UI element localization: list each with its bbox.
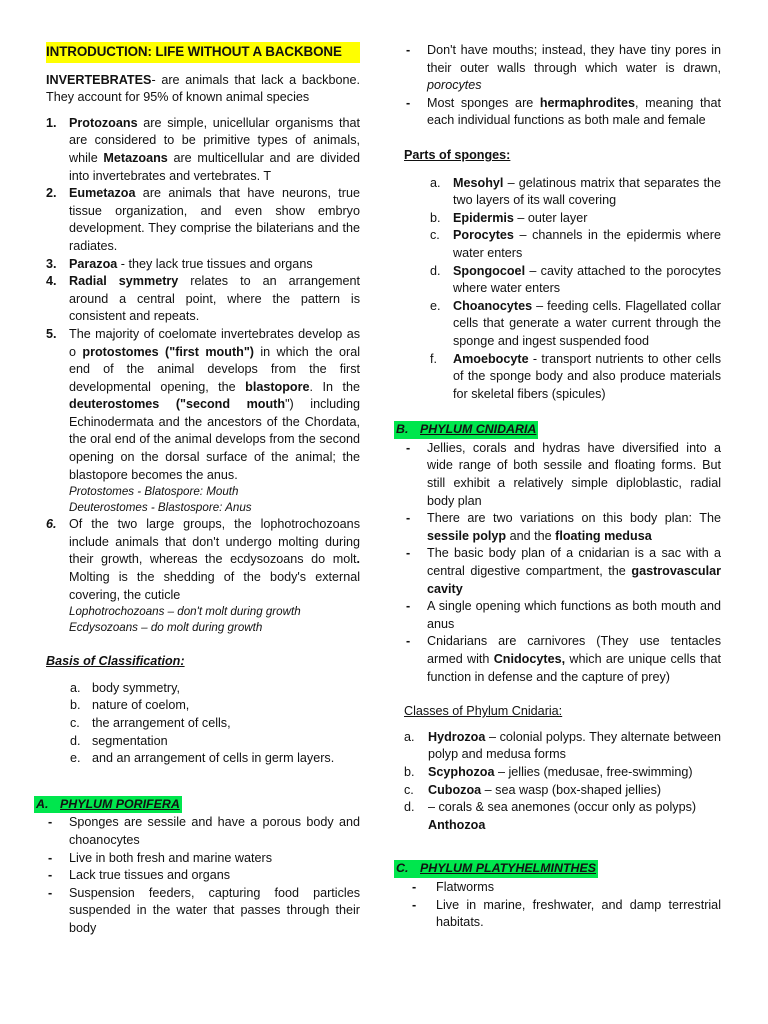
list-item	[404, 729, 721, 764]
bullet-dash: -	[406, 546, 411, 561]
classes-list	[404, 729, 721, 835]
list-item	[404, 510, 721, 545]
bullet-dash: -	[406, 599, 411, 614]
item-letter: c.	[430, 228, 440, 243]
item-text: The basic body plan of a cnidarian is a sac with a central digestive compartment, the	[427, 546, 721, 579]
porifera-list	[46, 814, 360, 937]
item-number: 3.	[46, 256, 57, 271]
item-text: - they lack true tissues and organs	[117, 256, 313, 271]
item-text: relates to an arrangement around a central point, where the pattern is consistent and repeats.	[69, 274, 360, 324]
term: blastopore	[245, 379, 310, 394]
bullet-dash: -	[48, 815, 53, 830]
term: Parazoa	[69, 256, 118, 271]
list-item	[404, 598, 721, 633]
intro-term: INVERTEBRATES	[46, 72, 152, 87]
list-item	[46, 185, 360, 255]
item-text: – channels in the epidermis where water enters	[453, 228, 721, 260]
list-item	[404, 227, 721, 262]
item-text: . In the	[309, 379, 360, 394]
list-item	[46, 750, 360, 768]
list-item	[46, 850, 360, 868]
note: Deuterostomes - Blastospore: Anus	[69, 501, 252, 515]
section-heading-platyhelminthes	[394, 860, 721, 878]
list-item	[404, 633, 721, 686]
intro-paragraph	[46, 72, 360, 107]
term: Metazoans	[103, 150, 168, 165]
parts-list	[404, 175, 721, 404]
list-item	[404, 42, 721, 95]
term: deuterostomes ("second mouth	[69, 397, 286, 412]
item-text: Don't have mouths; instead, they have tiny pores in their outer walls through which water is drawn,	[427, 43, 721, 75]
term: Mesohyl	[453, 175, 504, 190]
item-text: which are unique cells that function in defense and the capture of prey)	[427, 652, 722, 684]
item-text: are simple, unicellular organisms that are considered to be primitive types of animals, while	[69, 115, 360, 165]
item-text: the arrangement of cells,	[92, 716, 231, 730]
item-number: 4.	[46, 274, 57, 289]
item-text: and the	[506, 528, 556, 543]
bullet-dash: -	[406, 43, 411, 57]
section-letter: C.	[396, 861, 409, 876]
term: Hydrozoa	[428, 729, 486, 744]
list-item	[404, 799, 721, 834]
list-item	[46, 680, 360, 698]
note: Protostomes - Blatospore: Mouth	[69, 485, 239, 499]
numbered-list	[46, 115, 360, 636]
left-column	[36, 42, 360, 938]
item-letter: e.	[430, 298, 441, 313]
list-item	[46, 326, 360, 516]
item-letter: c.	[404, 782, 414, 797]
item-text: Live in both fresh and marine waters	[69, 850, 273, 865]
item-number: 5.	[46, 326, 57, 341]
right-column	[396, 42, 722, 932]
list-item	[46, 814, 360, 849]
bullet-dash: -	[48, 850, 53, 865]
item-text: – outer layer	[513, 210, 588, 225]
list-item	[46, 885, 360, 938]
intro-text: - are animals that lack a backbone. They account for 95% of known animal species	[46, 72, 360, 105]
basis-heading: Basis of Classification:	[46, 654, 185, 669]
term: hermaphrodites	[539, 95, 636, 110]
term: Spongocoel	[453, 263, 526, 278]
term: Eumetazoa	[69, 186, 136, 201]
term: protostomes ("first mouth")	[82, 344, 254, 359]
term: Anthozoa	[428, 817, 486, 832]
list-item	[404, 210, 721, 228]
list-item	[404, 764, 721, 782]
list-item	[404, 175, 721, 210]
item-letter: b.	[430, 210, 441, 225]
cnidaria-list	[404, 440, 721, 686]
item-text: , meaning that each individual functions as both male and female	[427, 95, 721, 128]
item-text: – colonial polyps. They alternate between polyp and medusa forms	[428, 729, 721, 762]
list-item	[404, 298, 721, 351]
list-item	[404, 351, 721, 404]
term: gastrovascular cavity	[427, 564, 721, 596]
term: Radial symmetry	[69, 274, 179, 289]
item-letter: a.	[430, 175, 441, 190]
term: Epidermis	[453, 210, 514, 225]
item-text: Cnidarians are carnivores (They use tentacles armed with	[427, 634, 721, 666]
item-number: 6.	[46, 517, 57, 532]
item-text: in which the oral end of the animal develops from the first developmental opening, the	[69, 344, 360, 394]
term: Cnidocytes,	[493, 652, 566, 666]
item-text: – corals & sea anemones (occur only as polyps)	[428, 800, 697, 815]
item-letter: b.	[404, 764, 415, 779]
list-item	[46, 867, 360, 885]
bullet-dash: -	[48, 885, 53, 900]
list-item	[46, 256, 360, 274]
item-text: Suspension feeders, capturing food particles suspended in the water that passes through their body	[69, 885, 360, 935]
item-text: – feeding cells. Flagellated collar cells that generate a water current through the sponge and ingest suspended food	[453, 298, 721, 348]
item-text: nature of coelom,	[92, 698, 190, 713]
item-letter: a.	[404, 729, 415, 744]
section-heading-cnidaria	[394, 421, 721, 439]
term-italic: porocytes	[427, 78, 482, 93]
list-item	[404, 879, 721, 897]
list-item	[46, 115, 360, 185]
list-item	[46, 697, 360, 715]
item-text: Lack true tissues and organs	[69, 868, 231, 883]
term: .	[356, 552, 360, 567]
term: Amoebocyte	[453, 351, 529, 366]
bullet-dash: -	[406, 634, 411, 649]
list-item	[404, 545, 721, 598]
item-text: A single opening which functions as both mouth and anus	[427, 599, 721, 631]
item-text: Most sponges are	[427, 95, 540, 110]
item-text: Sponges are sessile and have a porous body and choanocytes	[69, 815, 360, 847]
item-text: are animals that have neurons, true tissue organization, and even show embryo development. They comprise the bilaterians and the radiates.	[69, 186, 360, 253]
list-item	[46, 715, 360, 733]
item-text: – jellies (medusae, free-swimming)	[494, 764, 693, 779]
item-text: ") including Echinodermata and the ancestors of the Chordata, the oral end of the animal develops from the second opening on the dorsal surface of the animal; the blastopore becomes the anus.	[69, 397, 360, 482]
section-letter: B.	[396, 422, 409, 437]
item-text: segmentation	[92, 733, 168, 748]
section-title: PHYLUM CNIDARIA	[420, 422, 537, 437]
list-item	[404, 440, 721, 510]
item-text: There are two variations on this body plan: The	[427, 511, 721, 526]
list-item	[46, 733, 360, 751]
bullet-dash: -	[412, 879, 417, 894]
item-letter: f.	[430, 351, 437, 366]
item-text: are multicellular and are divided into invertebrates and vertebrates. T	[69, 150, 360, 183]
item-letter: b.	[70, 698, 81, 713]
item-text: – cavity attached to the porocytes where water enters	[453, 263, 721, 296]
list-item	[404, 897, 721, 932]
term: Protozoans	[69, 115, 138, 130]
item-number: 1.	[46, 115, 57, 130]
item-text: - transport nutrients to other cells of the sponge body and also produce materials for skeletal fibers (spicules)	[453, 351, 721, 401]
classes-heading: Classes of Phylum Cnidaria:	[404, 704, 563, 719]
item-text: Of the two large groups, the lophotrochozoans include animals that don't undergo molting during their growth, whereas the ecdysozoans do molt	[69, 517, 360, 567]
bullet-dash: -	[412, 897, 417, 912]
term: sessile polyp	[427, 528, 507, 543]
item-text: – gelatinous matrix that separates the two layers of its wall covering	[453, 175, 721, 208]
item-text: Flatworms	[436, 879, 495, 894]
list-item	[46, 273, 360, 326]
item-text: Molting is the shedding of the body's external covering, the cuticle	[69, 570, 360, 602]
sponge-more-list	[404, 42, 721, 130]
term: Choanocytes	[453, 298, 533, 313]
item-letter: d.	[404, 800, 415, 815]
section-title: PHYLUM PLATYHELMINTHES	[420, 861, 596, 876]
bullet-dash: -	[406, 511, 411, 526]
parts-heading: Parts of sponges:	[404, 147, 511, 162]
term: Porocytes	[453, 228, 514, 243]
item-letter: c.	[70, 716, 80, 730]
item-text: Live in marine, freshwater, and damp terrestrial habitats.	[436, 897, 721, 930]
list-item	[404, 95, 721, 130]
item-letter: d.	[70, 733, 81, 748]
item-letter: a.	[70, 680, 81, 695]
basis-list	[46, 680, 360, 768]
note: Lophotrochozoans – don't molt during growth	[69, 605, 301, 619]
item-text: body symmetry,	[92, 680, 180, 695]
platy-list	[404, 879, 721, 932]
item-letter: d.	[430, 263, 441, 278]
section-title: PHYLUM PORIFERA	[60, 796, 180, 811]
item-text: – sea wasp (box-shaped jellies)	[481, 782, 662, 797]
item-number: 2.	[46, 186, 57, 201]
note: Ecdysozoans – do molt during growth	[69, 621, 263, 635]
section-heading-porifera	[34, 796, 360, 814]
item-text: Jellies, corals and hydras have diversified into a wide range of both sessile and floating forms. But still exhibit a relatively simple diploblastic, radial body plan	[427, 440, 721, 508]
term: Cubozoa	[428, 782, 482, 797]
item-text: The majority of coelomate invertebrates develop as o	[69, 326, 360, 359]
section-letter: A.	[36, 796, 49, 811]
item-letter: e.	[70, 751, 81, 766]
term: floating medusa	[555, 528, 652, 543]
item-text: and an arrangement of cells in germ layers.	[92, 751, 335, 766]
list-item	[404, 782, 721, 800]
term: Scyphozoa	[428, 764, 495, 779]
bullet-dash: -	[48, 868, 53, 883]
list-item	[404, 263, 721, 298]
bullet-dash: -	[406, 95, 411, 110]
bullet-dash: -	[406, 440, 411, 455]
list-item	[46, 516, 360, 636]
page-title: INTRODUCTION: LIFE WITHOUT A BACKBONE	[46, 42, 360, 63]
